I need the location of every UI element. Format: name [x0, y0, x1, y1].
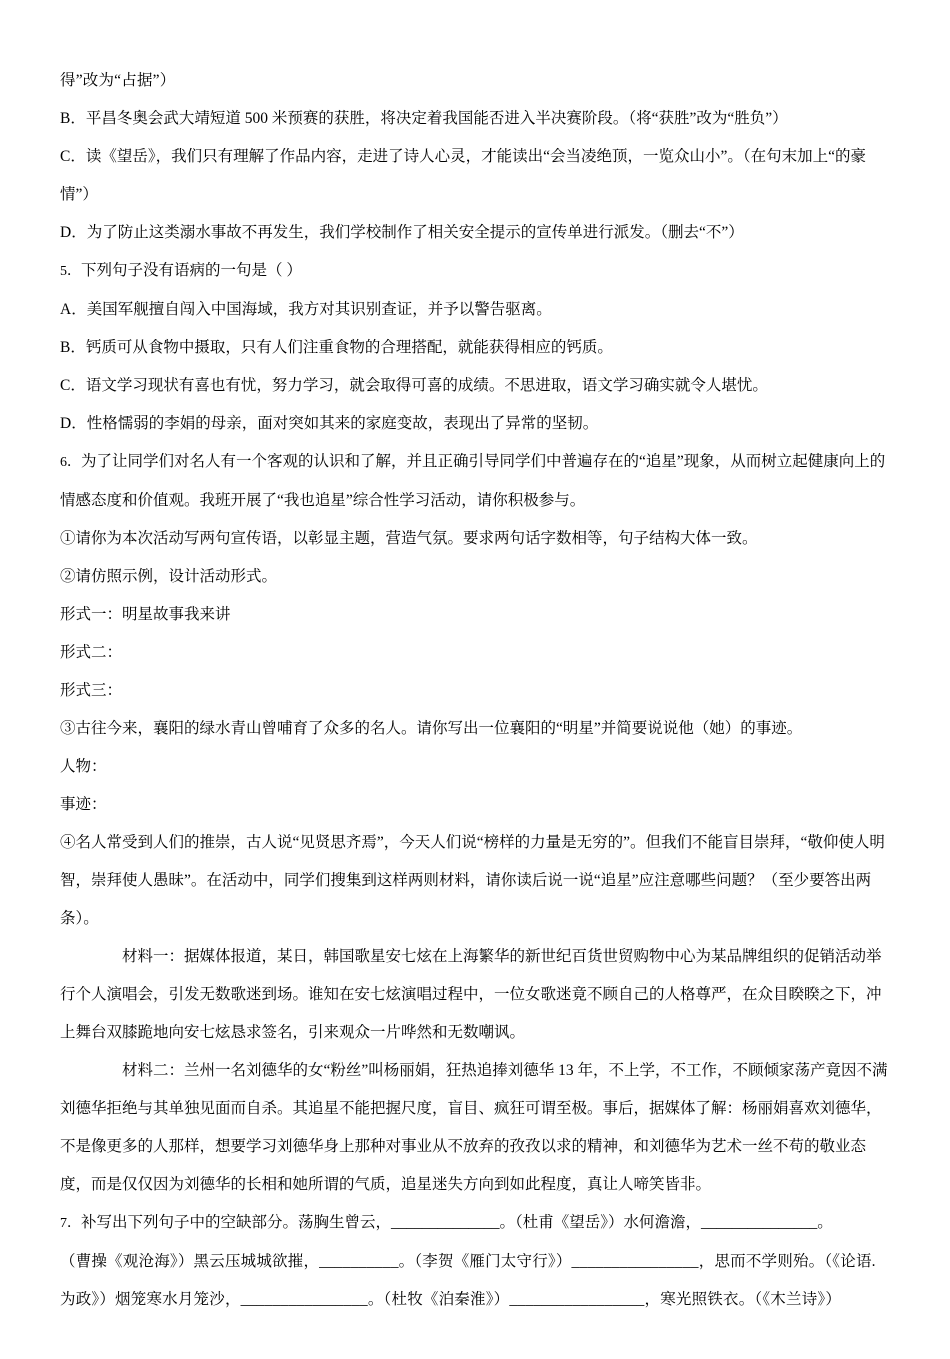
question5-text: 下列句子没有语病的一句是（ ） — [81, 262, 302, 279]
question5-option-d: D．性格懦弱的李娟的母亲，面对突如其来的家庭变故，表现出了异常的坚韧。 — [60, 415, 599, 432]
question6-form-2: 形式二： — [60, 644, 123, 661]
question7-line-1: 补写出下列句子中的空缺部分。荡胸生曾云，______________。（杜甫《望岳》）水何澹澹，_______________。 — [81, 1214, 833, 1231]
question4-option-b: B．平昌冬奥会武大靖短道 500 米预赛的获胜，将决定着我国能否进入半决赛阶段。（将“获胜”改为“胜负”） — [60, 110, 788, 127]
question6-material-2: 材料二：兰州一名刘德华的女“粉丝”叫杨丽娟，狂热追捧刘德华 13 年，不上学，不工作，不顾倾家荡产竟因不满刘德华拒绝与其单独见面而自杀。其追星不能把握尺度，盲目、疯狂可谓至极。事后，据媒体了解：杨丽娟喜欢刘德华，不是像更多的人那样，想要学习刘德华身上那种对事业从不放弃的孜孜以求的精神，和刘德华为艺术一丝不苟的敬业态度，而是仅仅因为刘德华的长相和她所谓的气质，追星迷失方向到如此程度，真让人啼笑皆非。 — [60, 1062, 888, 1193]
question5-number: 5． — [60, 264, 81, 279]
question7-number: 7． — [60, 1216, 81, 1231]
question7-stem — [60, 1204, 896, 1243]
question6-material-1: 材料一：据媒体报道，某日，韩国歌星安七炫在上海繁华的新世纪百货世贸购物中心为某品牌组织的促销活动举行个人演唱会，引发无数歌迷到场。谁知在安七炫演唱过程中，一位女歌迷竟不顾自己的人格尊严，在众目睽睽之下，冲上舞台双膝跪地向安七炫恳求签名，引来观众一片哗然和无数嘲讽。 — [60, 948, 882, 1041]
question6-item-1: ①请你为本次活动写两句宣传语，以彰显主题，营造气氛。要求两句话字数相等，句子结构大体一致。 — [60, 530, 758, 547]
question4-option-c: C．读《望岳》，我们只有理解了作品内容，走进了诗人心灵，才能读出“会当凌绝顶，一览众山小”。（在句末加上“的豪情”） — [60, 148, 866, 203]
question5-option-a: A．美国军舰擅自闯入中国海域，我方对其识别查证，并予以警告驱离。 — [60, 301, 552, 318]
question6-stem — [60, 443, 896, 520]
question5-option-c: C．语文学习现状有喜也有忧，努力学习，就会取得可喜的成绩。不思进取，语文学习确实就令人堪忧。 — [60, 377, 768, 394]
question6-field-person: 人物： — [60, 758, 107, 775]
question6-field-deeds: 事迹： — [60, 796, 107, 813]
top-fragment: 得”改为“占据”） — [60, 72, 176, 89]
question6-item-2: ②请仿照示例，设计活动形式。 — [60, 568, 278, 585]
question7-line-3: 为政》）烟笼寒水月笼沙，________________。（杜牧《泊秦淮》）_________________，寒光照铁衣。（《木兰诗》） — [60, 1291, 842, 1308]
question6-number: 6． — [60, 455, 81, 470]
question5-option-b: B．钙质可从食物中摄取，只有人们注重食物的合理搭配，就能获得相应的钙质。 — [60, 339, 613, 356]
question6-form-1: 形式一：明星故事我来讲 — [60, 606, 231, 623]
question6-form-3: 形式三： — [60, 682, 123, 699]
question7-line-2: （曹操《观沧海》）黑云压城城欲摧，__________。（李贺《雁门太守行》）________________，思而不学则殆。（《论语. — [60, 1253, 876, 1270]
question6-text: 为了让同学们对名人有一个客观的认识和了解，并且正确引导同学们中普遍存在的“追星”现象，从而树立起健康向上的情感态度和价值观。我班开展了“我也追星”综合性学习活动，请你积极参与。 — [60, 453, 886, 509]
question6-item-3: ③古往今来，襄阳的绿水青山曾哺育了众多的名人。请你写出一位襄阳的“明星”并简要说说他（她）的事迹。 — [60, 720, 803, 737]
question5-stem — [60, 252, 896, 291]
question4-option-d: D．为了防止这类溺水事故不再发生，我们学校制作了相关安全提示的宣传单进行派发。（删去“不”） — [60, 224, 744, 241]
question6-item-4: ④名人常受到人们的推崇，古人说“见贤思齐焉”，今天人们说“榜样的力量是无穷的”。但我们不能盲目崇拜，“敬仰使人明智，崇拜使人愚昧”。在活动中，同学们搜集到这样两则材料，请你读后说一说“追星”应注意哪些问题？（至少要答出两条）。 — [60, 834, 885, 927]
